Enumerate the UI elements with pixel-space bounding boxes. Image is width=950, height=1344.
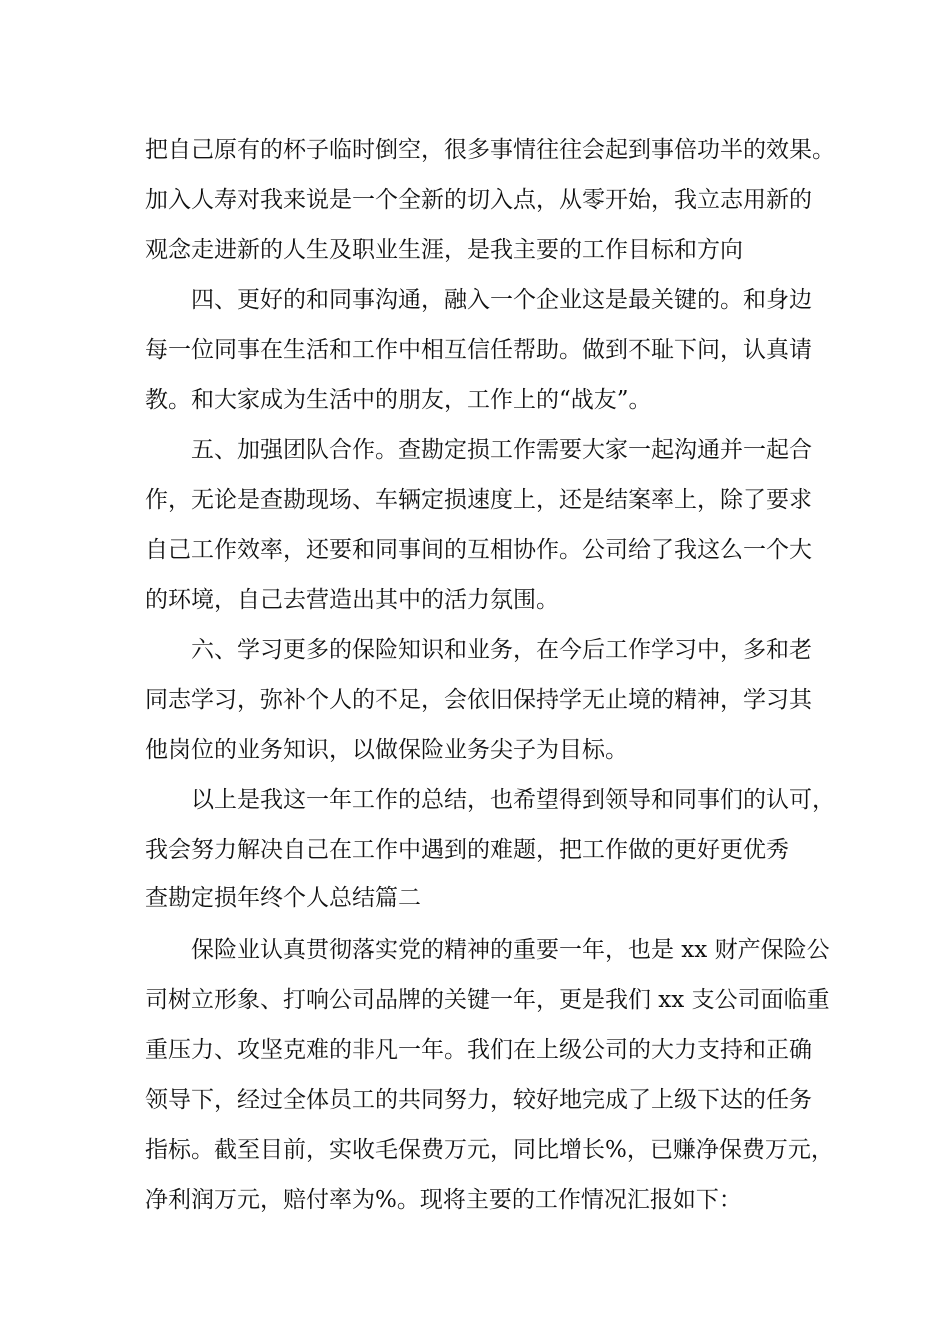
text-line-1: 把自己原有的杯子临时倒空，很多事情往往会起到事倍功半的效果。 (145, 137, 835, 163)
section-heading: 查勘定损年终个人总结篇二 (145, 885, 421, 911)
text-line-2: 加入人寿对我来说是一个全新的切入点，从零开始，我立志用新的 (145, 187, 812, 213)
text-line-12: 同志学习，弥补个人的不足，会依旧保持学无止境的精神，学习其 (145, 687, 812, 713)
text-line-20: 领导下，经过全体员工的共同努力，较好地完成了上级下达的任务 (145, 1087, 812, 1113)
text-line-13: 他岗位的业务知识，以做保险业务尖子为目标。 (145, 737, 628, 763)
text-line-9: 自己工作效率，还要和同事间的互相协作。公司给了我这么一个大 (145, 537, 812, 563)
text-line-6: 教。和大家成为生活中的朋友，工作上的“战友”。 (145, 387, 652, 413)
text-line-8: 作，无论是查勘现场、车辆定损速度上，还是结案率上，除了要求 (145, 487, 812, 513)
paragraph-6-start: 六、学习更多的保险知识和业务，在今后工作学习中，多和老 (191, 637, 812, 663)
text-line-19: 重压力、攻坚克难的非凡一年。我们在上级公司的大力支持和正确 (145, 1037, 812, 1063)
paragraph-4-start: 四、更好的和同事沟通，融入一个企业这是最关键的。和身边 (191, 287, 812, 313)
text-line-15: 我会努力解决自己在工作中遇到的难题，把工作做的更好更优秀 (145, 837, 789, 863)
text-line-5: 每一位同事在生活和工作中相互信任帮助。做到不耻下问，认真请 (145, 337, 812, 363)
text-line-22: 净利润万元，赔付率为%。现将主要的工作情况汇报如下： (145, 1187, 742, 1213)
text-line-21: 指标。截至目前，实收毛保费万元，同比增长%，已赚净保费万元， (145, 1137, 834, 1163)
text-line-3: 观念走进新的人生及职业生涯，是我主要的工作目标和方向 (145, 237, 743, 263)
text-line-18: 司树立形象、打响公司品牌的关键一年，更是我们 xx 支公司面临重 (145, 987, 830, 1013)
text-line-10: 的环境，自己去营造出其中的活力氛围。 (145, 587, 559, 613)
summary-paragraph-start: 以上是我这一年工作的总结，也希望得到领导和同事们的认可， (191, 787, 835, 813)
paragraph-5-start: 五、加强团队合作。查勘定损工作需要大家一起沟通并一起合 (191, 437, 812, 463)
section-2-paragraph-start: 保险业认真贯彻落实党的精神的重要一年，也是 xx 财产保险公 (191, 937, 830, 963)
